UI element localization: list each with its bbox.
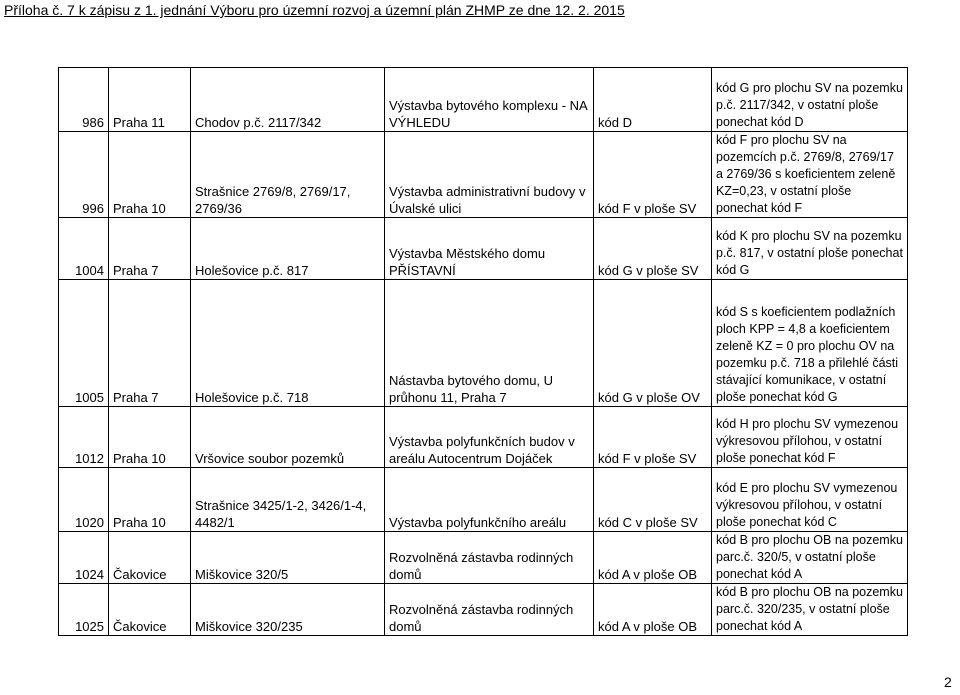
district-cell: Praha 10 — [109, 468, 191, 532]
code-cell: kód A v ploše OB — [594, 532, 712, 584]
district-cell: Praha 11 — [109, 68, 191, 132]
note-cell: kód G pro plochu SV na pozemku p.č. 2117/342, v ostatní ploše ponechat kód D — [712, 68, 908, 132]
table-row — [59, 132, 908, 218]
description-cell: Nástavba bytového domu, U průhonu 11, Praha 7 — [385, 280, 594, 407]
district-cell: Praha 10 — [109, 407, 191, 468]
row-number: 1025 — [59, 584, 109, 636]
parcels-cell: Strašnice 3425/1-2, 3426/1-4, 4482/1 — [191, 468, 385, 532]
description-cell: Výstavba polyfunkčního areálu — [385, 468, 594, 532]
parcels-cell: Vršovice soubor pozemků — [191, 407, 385, 468]
code-cell: kód D — [594, 68, 712, 132]
parcels-cell: Holešovice p.č. 718 — [191, 280, 385, 407]
row-number: 1020 — [59, 468, 109, 532]
code-cell: kód F v ploše SV — [594, 407, 712, 468]
table-row — [59, 407, 908, 468]
description-cell: Výstavba polyfunkčních budov v areálu Autocentrum Dojáček — [385, 407, 594, 468]
description-cell: Rozvolněná zástavba rodinných domů — [385, 532, 594, 584]
row-number: 1005 — [59, 280, 109, 407]
description-cell: Výstavba bytového komplexu - NA VÝHLEDU — [385, 68, 594, 132]
row-number: 986 — [59, 68, 109, 132]
parcels-cell: Miškovice 320/235 — [191, 584, 385, 636]
district-cell: Čakovice — [109, 584, 191, 636]
table-row — [59, 584, 908, 636]
table-row — [59, 532, 908, 584]
district-cell: Praha 7 — [109, 280, 191, 407]
note-cell: kód S s koeficientem podlažních ploch KPP = 4,8 a koeficientem zeleně KZ = 0 pro plochu OV na pozemku p.č. 718 a přilehlé části stávající komunikace, v ostatní ploše ponechat kód G — [712, 280, 908, 407]
row-number: 1004 — [59, 218, 109, 280]
district-cell: Praha 7 — [109, 218, 191, 280]
parcels-cell: Holešovice p.č. 817 — [191, 218, 385, 280]
note-cell: kód K pro plochu SV na pozemku p.č. 817, v ostatní ploše ponechat kód G — [712, 218, 908, 280]
code-cell: kód G v ploše SV — [594, 218, 712, 280]
table-row — [59, 68, 908, 132]
description-cell: Výstavba Městského domu PŘÍSTAVNÍ — [385, 218, 594, 280]
page-number: 2 — [944, 674, 952, 690]
note-cell: kód B pro plochu OB na pozemku parc.č. 320/5, v ostatní ploše ponechat kód A — [712, 532, 908, 584]
code-cell: kód C v ploše SV — [594, 468, 712, 532]
district-cell: Čakovice — [109, 532, 191, 584]
row-number: 1012 — [59, 407, 109, 468]
code-cell: kód A v ploše OB — [594, 584, 712, 636]
amendments-table — [58, 67, 908, 636]
page-header: Příloha č. 7 k zápisu z 1. jednání Výboru pro územní rozvoj a územní plán ZHMP ze dne 12. 2. 2015 — [4, 2, 625, 18]
note-cell: kód B pro plochu OB na pozemku parc.č. 320/235, v ostatní ploše ponechat kód A — [712, 584, 908, 636]
row-number: 996 — [59, 132, 109, 218]
description-cell: Rozvolněná zástavba rodinných domů — [385, 584, 594, 636]
parcels-cell: Strašnice 2769/8, 2769/17, 2769/36 — [191, 132, 385, 218]
note-cell: kód H pro plochu SV vymezenou výkresovou přílohou, v ostatní ploše ponechat kód F — [712, 407, 908, 468]
description-cell: Výstavba administrativní budovy v Úvalské ulici — [385, 132, 594, 218]
district-cell: Praha 10 — [109, 132, 191, 218]
parcels-cell: Chodov p.č. 2117/342 — [191, 68, 385, 132]
note-cell: kód E pro plochu SV vymezenou výkresovou přílohou, v ostatní ploše ponechat kód C — [712, 468, 908, 532]
parcels-cell: Miškovice 320/5 — [191, 532, 385, 584]
table-row — [59, 468, 908, 532]
table-row — [59, 280, 908, 407]
row-number: 1024 — [59, 532, 109, 584]
code-cell: kód F v ploše SV — [594, 132, 712, 218]
note-cell: kód F pro plochu SV na pozemcích p.č. 2769/8, 2769/17 a 2769/36 s koeficientem zeleně KZ=0,23, v ostatní ploše ponechat kód F — [712, 132, 908, 218]
table-row — [59, 218, 908, 280]
code-cell: kód G v ploše OV — [594, 280, 712, 407]
